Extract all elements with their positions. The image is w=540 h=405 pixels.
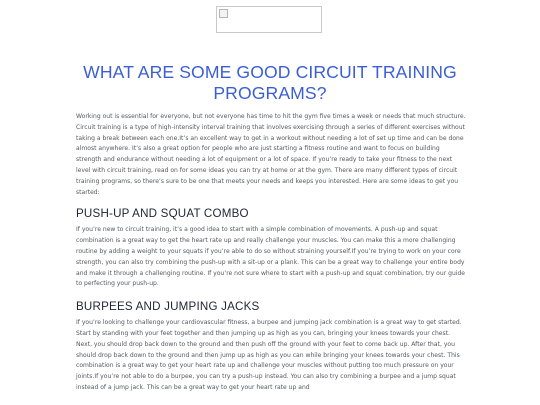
section-paragraph-burpees-jumping-jacks: If you’re looking to challenge your cardiovascular fitness, a burpee and jumping jack combination is a great way to get started. Start by standing with your feet together and then jumping up as high as you can, bringing your knees towards your chest. Next, you should drop back down to the ground and then push off the ground with your feet to come back up. After that, you should drop back down to the ground and then jump up as high as you can while bringing your knees towards your chest. This combination is a great way to get your heart rate up and challenge your muscles without putting too much pressure on your joints.If you’re not able to do a burpee, you can try a push-up instead. You can also try combining a burpee and a jump squat instead of a jump jack. This can be a great way to get your heart rate up and bbox=[76, 319, 462, 391]
article-body bbox=[76, 112, 466, 394]
section-heading-push-up-squat: PUSH-UP AND SQUAT COMBO bbox=[76, 207, 249, 221]
section-paragraph-push-up-squat: If you’re new to circuit training, it’s a good idea to start with a simple combination of movements. A push-up and squat combination is a great way to get the heart rate up and really challenge your muscles. You can make this a more challenging routine by adding a weight to your squats if you’re able to do so without straining yourself.If you’re trying to work on your core strength, you can also try combining the push-up with a sit-up or a plank. This can be a great way to challenge your entire body and make it through a challenging routine. If you’re not sure where to start with a push-up and squat combination, try our guide to perfecting your push-up. bbox=[76, 226, 466, 288]
broken-image-icon bbox=[219, 9, 228, 18]
site-logo[interactable] bbox=[216, 6, 322, 33]
section-heading-burpees-jumping-jacks: BURPEES AND JUMPING JACKS bbox=[76, 300, 260, 314]
intro-paragraph: Working out is essential for everyone, but not everyone has time to hit the gym five times a week or needs that much structure. Circuit training is a type of high-intensity interval training that involves exercising through a series of different exercises without taking a break between each one.It’s an excellent way to get in a workout without needing a lot of set up time and can be done almost anywhere. It’s also a great option for people who are just starting a fitness routine and want to focus on building strength and endurance without needing a lot of equipment or a lot of space. If you’re ready to take your fitness to the next level with circuit training, read on for some ideas you can try at home or at the gym. There are many different types of circuit training programs, so there’s sure to be one that meets your needs and keeps you interested. Here are some ideas to get you started: bbox=[76, 113, 466, 196]
page-title: WHAT ARE SOME GOOD CIRCUIT TRAINING PROGRAMS? bbox=[83, 62, 457, 103]
